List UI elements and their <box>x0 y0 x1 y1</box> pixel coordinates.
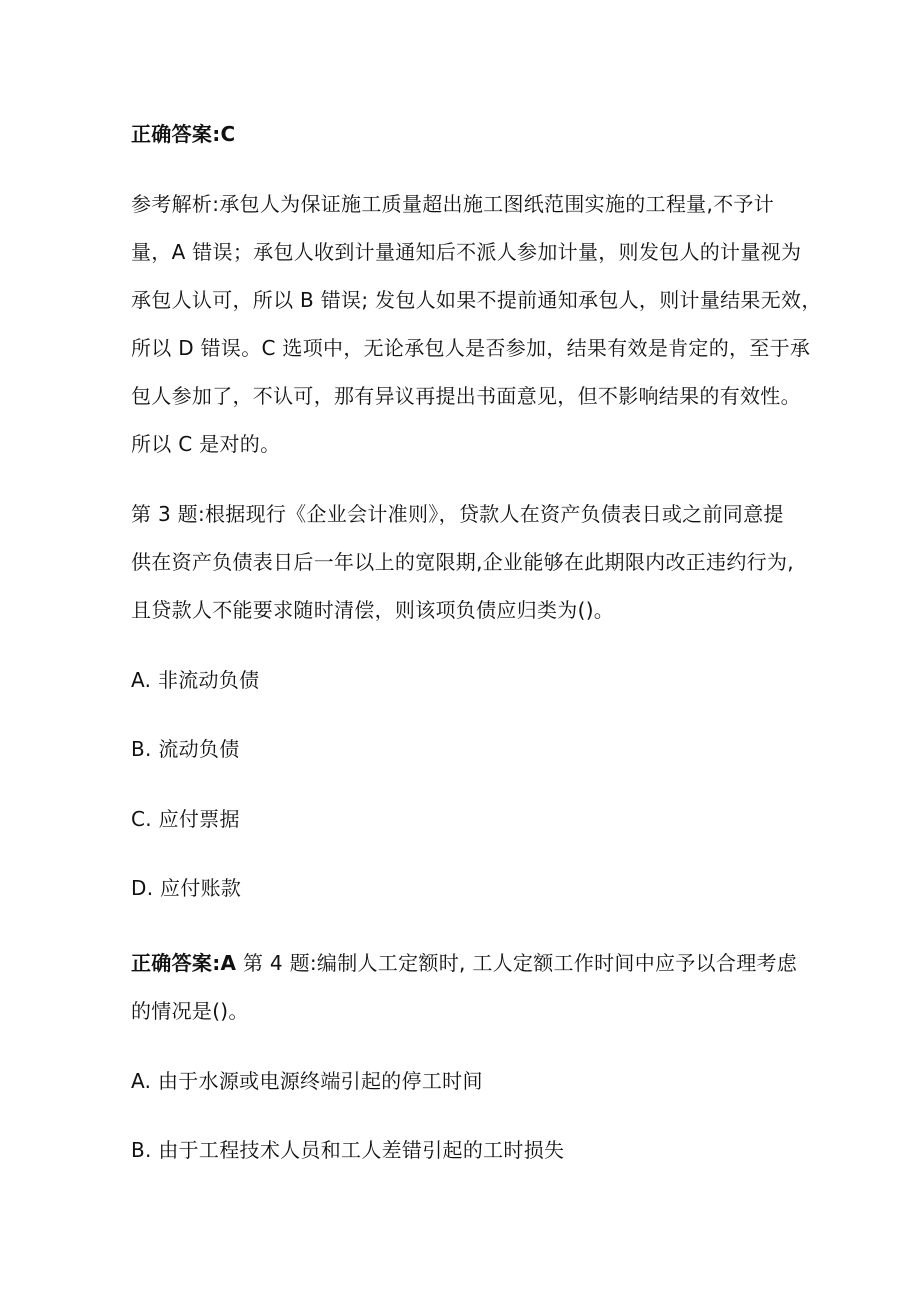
analysis-line: 参考解析:承包人为保证施工质量超出施工图纸范围实施的工程量,不予计 <box>131 192 774 216</box>
question-line: 第 3 题:根据现行《企业会计准则》，贷款人在资产负债表日或之前同意提 <box>131 502 784 526</box>
correct-answer-label: 正确答案:C <box>131 122 236 146</box>
correct-answer-label: 正确答案:A <box>131 951 237 975</box>
question-line: 且贷款人不能要求随时清偿，则该项负债应归类为()。 <box>131 598 615 622</box>
question-4-stem-end: 的情况是()。 <box>131 999 249 1023</box>
option-c: C. 应付票据 <box>131 807 240 831</box>
analysis-line: 所以 C 是对的。 <box>131 432 281 456</box>
option-a: A. 非流动负债 <box>131 668 260 692</box>
option-b: B. 流动负债 <box>131 737 240 761</box>
analysis-line: 承包人认可，所以 B 错误; 发包人如果不提前通知承包人，则计量结果无效， <box>131 288 822 312</box>
option-d: D. 应付账款 <box>131 876 242 900</box>
answer-and-question-4-line <box>131 951 797 975</box>
question-line: 供在资产负债表日后一年以上的宽限期,企业能够在此期限内改正违约行为, <box>131 550 794 574</box>
analysis-line: 包人参加了，不认可，那有异议再提出书面意见，但不影响结果的有效性。 <box>131 384 801 408</box>
option-b: B. 由于工程技术人员和工人差错引起的工时损失 <box>131 1138 565 1162</box>
analysis-line: 量，A 错误；承包人收到计量通知后不派人参加计量，则发包人的计量视为 <box>131 240 802 264</box>
option-a: A. 由于水源或电源终端引起的停工时间 <box>131 1069 483 1093</box>
question-4-stem-start: 第 4 题:编制人工定额时, 工人定额工作时间中应予以合理考虑 <box>236 951 798 975</box>
analysis-line: 所以 D 错误。C 选项中，无论承包人是否参加，结果有效是肯定的，至于承 <box>131 336 811 360</box>
